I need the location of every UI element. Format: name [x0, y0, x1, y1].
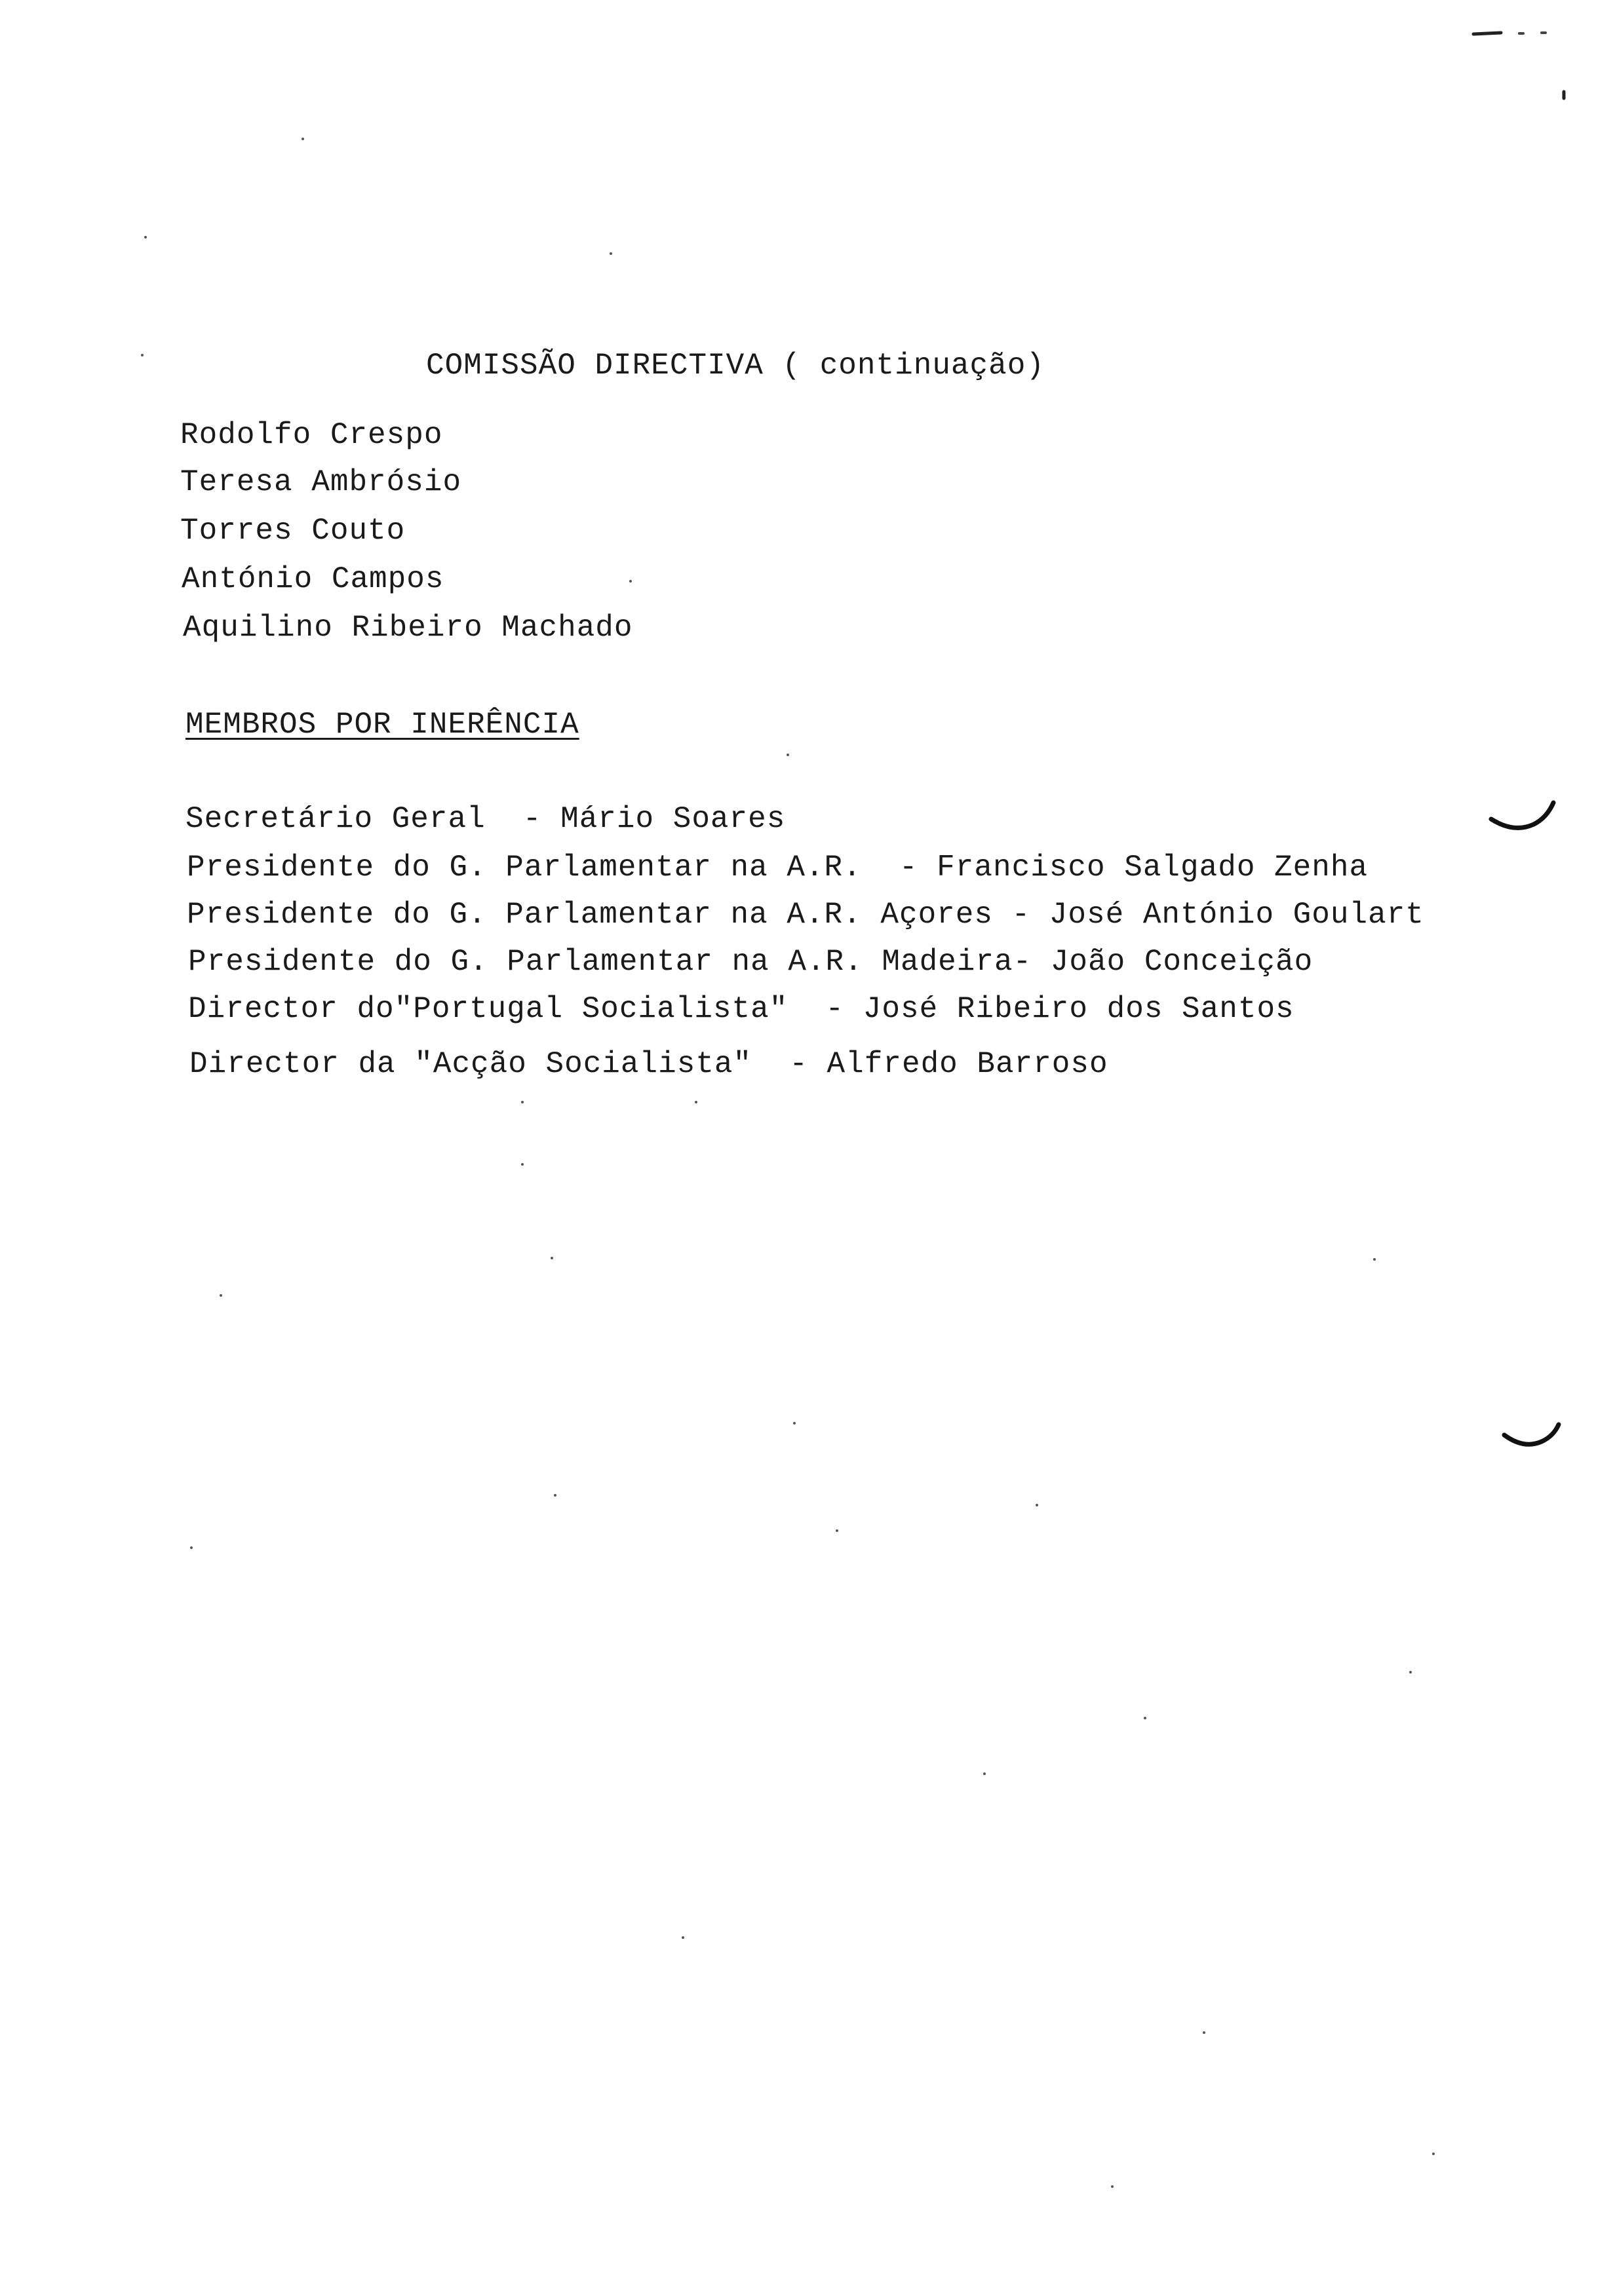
ex-officio-entry: Presidente do G. Parlamentar na A.R. - Francisco Salgado Zenha: [187, 851, 1369, 885]
member-name: Aquilino Ribeiro Machado: [183, 611, 633, 645]
scan-speck: [610, 252, 612, 255]
section-heading: MEMBROS POR INERÊNCIA: [185, 708, 579, 742]
scan-speck: [1432, 2152, 1435, 2155]
scan-speck: [1111, 2185, 1114, 2188]
ex-officio-entry: Director do"Portugal Socialista" - José Ribeiro dos Santos: [188, 992, 1294, 1026]
scan-speck: [1036, 1504, 1038, 1506]
scan-speck: [695, 1101, 697, 1103]
scan-speck: [521, 1163, 524, 1166]
member-name: Teresa Ambrósio: [180, 465, 462, 499]
scan-speck: [787, 754, 789, 756]
ex-officio-entry: Presidente do G. Parlamentar na A.R. Madeira- João Conceição: [188, 945, 1313, 979]
scan-speck: [144, 236, 147, 239]
scan-speck: [836, 1529, 838, 1532]
scan-speck: [1203, 2031, 1205, 2034]
scan-speck: [983, 1772, 986, 1775]
scan-speck: [682, 1936, 684, 1939]
scan-speck: [521, 1101, 524, 1103]
check-mark-icon: [1488, 793, 1560, 839]
scan-speck: [1373, 1258, 1376, 1261]
scan-speck: [141, 354, 144, 356]
scan-speck: [1409, 1671, 1412, 1674]
check-mark-icon: [1501, 1415, 1566, 1461]
ex-officio-entry: Director da "Acção Socialista" - Alfredo Barroso: [189, 1047, 1108, 1081]
member-name: Torres Couto: [180, 514, 406, 548]
document-title: COMISSÃO DIRECTIVA ( continuação): [426, 349, 1045, 383]
scan-speck: [554, 1494, 556, 1497]
scan-speck: [551, 1257, 553, 1259]
scan-speck: [220, 1294, 222, 1297]
scan-speck: [1144, 1717, 1146, 1719]
scan-speck: [629, 580, 632, 583]
scan-speck: [190, 1546, 193, 1549]
scan-speck: [302, 138, 304, 140]
corner-marks-icon: [1468, 20, 1573, 105]
ex-officio-entry: Secretário Geral - Mário Soares: [185, 802, 786, 836]
ex-officio-entry: Presidente do G. Parlamentar na A.R. Açores - José António Goulart: [187, 898, 1424, 932]
member-name: António Campos: [182, 562, 444, 596]
member-name: Rodolfo Crespo: [180, 418, 443, 452]
scan-speck: [793, 1422, 796, 1425]
